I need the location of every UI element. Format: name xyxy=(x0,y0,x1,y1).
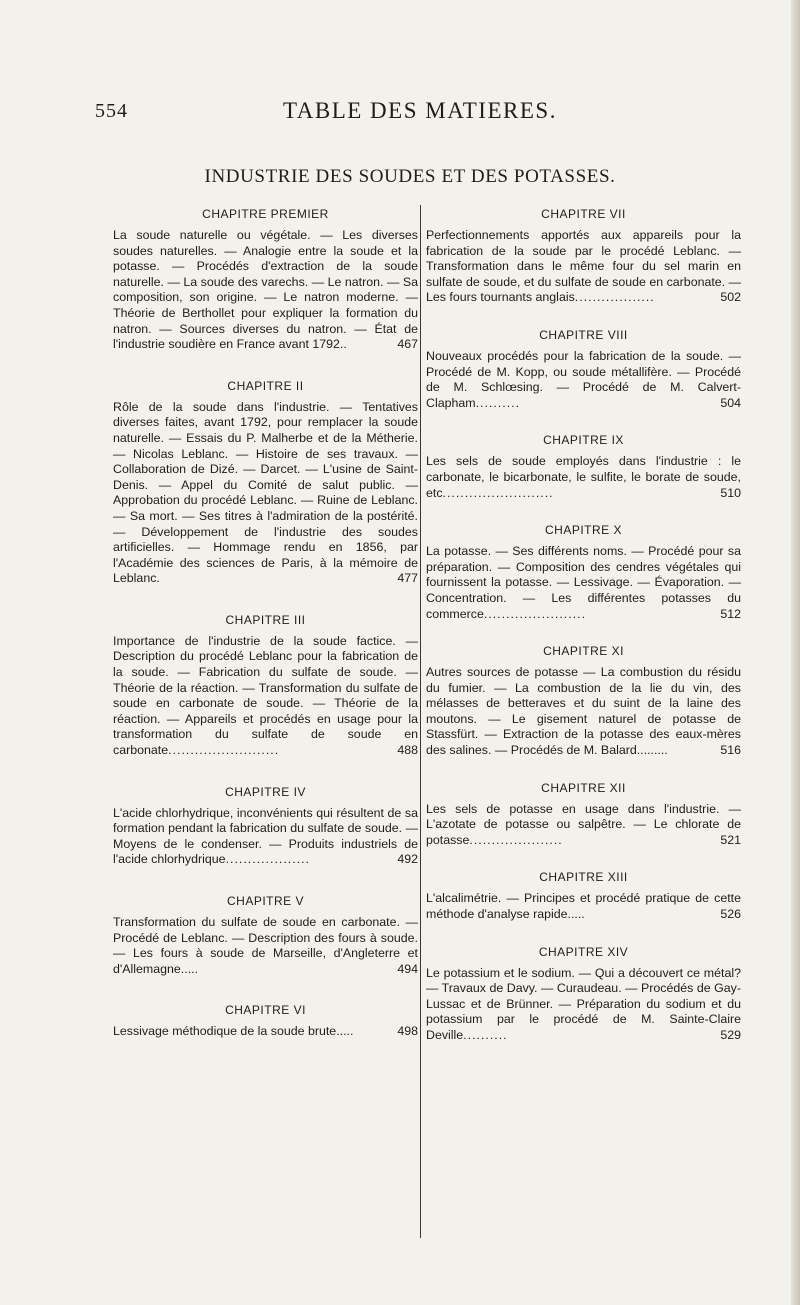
chapter-heading: CHAPITRE V xyxy=(226,894,304,908)
page-reference: 516 xyxy=(720,743,741,758)
chapter-summary: Nouveaux procédés pour la fabrication de la soude. — Procédé de M. Kopp, ou soude métallifère. — Procédé de M. Schlœsing. — Procédé de M. Calvert-Clapham.......... 504 xyxy=(426,348,741,410)
chapter-heading: CHAPITRE IV xyxy=(225,784,306,799)
chapter-summary-text: Nouveaux procédés pour la fabrication de la soude. — Procédé de M. Kopp, ou soude métallifère. — Procédé de M. Schlœsing. — Procédé de M. Calvert-Clapham xyxy=(426,348,741,410)
chapter-summary xyxy=(113,1024,418,1040)
chapter-summary xyxy=(426,891,741,922)
chapter-heading: CHAPITRE VIII xyxy=(539,327,628,342)
chapter-summary-text: Les sels de soude employés dans l'industrie : le carbonate, le bicarbonate, le sulfite, le borate de soude, etc xyxy=(426,454,741,500)
chapter-summary-text: Rôle de la soude dans l'industrie. — Tentatives diverses faites, avant 1792, pour remplacer la soude naturelle. — Essais du P. Malherbe et de la Métherie. — Nicolas Leblanc. — Histoire de ses travaux. — Collaboration de Dizé. — Darcet. — L'usine de Saint-Denis. — Appel du Comité de salut public. — Approbation du procédé Leblanc. — Ruine de Leblanc. — Sa mort. — Ses titres à l'admiration de la postérité. — Développement de l'industrie des soudes artificielles. — Hommage rendu en 1856, par l'Académie des sciences de Paris, à la mémoire de Leblanc. xyxy=(113,399,418,586)
chapter-summary: Importance de l'industrie de la soude factice. — Description du procédé Leblanc pour la fabrication de la soude. — Fabrication du sulfate de soude. — Théorie de la réaction. — Transformation du sulfate de soude en carbonate de soude. — Théorie de la réaction. — Appareils et procédés en usage pour la transformation du sulfate de soude en carbonate......................... 488 xyxy=(113,633,418,758)
chapter-summary: L'acide chlorhydrique, inconvénients qui résultent de sa formation pendant la fabrication du sulfate de soude. — Moyens de le condenser. — Produits industriels de l'acide chlorhydrique................... 492 xyxy=(113,805,418,867)
page-reference: 529 xyxy=(720,1028,741,1042)
page-reference: 510 xyxy=(720,485,741,500)
chapter-summary-text: L'acide chlorhydrique, inconvénients qui résultent de sa formation pendant la fabrication du sulfate de soude. — Moyens de le condenser. — Produits industriels de l'acide chlorhydrique xyxy=(113,805,418,867)
chapter-entry xyxy=(113,785,418,868)
page-reference: 488 xyxy=(397,743,418,758)
chapter-summary: Perfectionnements apportés aux appareils pour la fabrication de la soude par le procédé Leblanc. — Transformation dans le même four du sel marin en sulfate de soude, et du sulfate de soude en carbonate. — Les fours tournants anglais.................. 502 xyxy=(426,228,741,305)
chapter-entry xyxy=(426,870,741,922)
chapter-summary xyxy=(426,665,741,759)
chapter-heading: CHAPITRE II xyxy=(227,378,304,393)
chapter-entry xyxy=(113,1003,418,1040)
chapter-heading: CHAPITRE XIV xyxy=(538,944,629,959)
page-number: 554 xyxy=(95,100,128,122)
chapter-entry xyxy=(426,945,741,1044)
chapter-summary-text: Lessivage méthodique de la soude brute..... xyxy=(113,1024,354,1039)
page-reference: 521 xyxy=(720,832,741,847)
chapter-entry xyxy=(426,523,741,622)
chapter-heading: CHAPITRE XII xyxy=(541,780,626,795)
chapter-summary xyxy=(113,915,418,977)
chapter-summary: La potasse. — Ses différents noms. — Procédé pour sa préparation. — Composition des cendres végétales qui fournissent la potasse. — Lessivage. — Évaporation. — Concentration. — Les différentes potasses du commerce....................... 512 xyxy=(426,544,741,621)
chapter-summary-text: La soude naturelle ou végétale. — Les diverses soudes naturelles. — Analogie entre la soude et la potasse. — Procédés d'extraction de la soude naturelle. — La soude des varechs. — Le natron. — Sa composition, son origine. — Le natron moderne. — Théorie de Berthollet pour expliquer la formation du natron. — Sources diverses du natron. — État de l'industrie soudière en France avant 1792.. xyxy=(113,228,418,352)
chapter-entry xyxy=(113,207,418,353)
chapter-summary-text: Transformation du sulfate de soude en carbonate. — Procédé de Leblanc. — Description des fours à soude. — Les fours à soude de Marseille, d'Angleterre et d'Allemagne..... xyxy=(113,915,418,976)
chapter-summary-text: Autres sources de potasse — La combustion du résidu du fumier. — La combustion de la lie du vin, des mélasses de betteraves et du suint de la laine des moutons. — Le gisement naturel de potasse de Stassfürt. — Extraction de la potasse des eaux-mères des salines. — Procédés de M. Balard......... xyxy=(426,665,741,758)
chapter-summary: Les sels de soude employés dans l'industrie : le carbonate, le bicarbonate, le sulfite, le borate de soude, etc......................... 510 xyxy=(426,454,741,500)
page-reference: 467 xyxy=(397,337,418,352)
chapter-entry xyxy=(426,433,741,501)
chapter-heading: CHAPITRE PREMIER xyxy=(202,207,329,221)
page-reference: 526 xyxy=(720,907,741,922)
chapter-entry xyxy=(113,613,418,759)
chapter-summary xyxy=(113,228,418,353)
chapter-entry xyxy=(426,781,741,849)
chapter-summary-text: Perfectionnements apportés aux appareils pour la fabrication de la soude par le procédé Leblanc. — Transformation dans le même four du sel marin en sulfate de soude, et du sulfate de soude en carbonate. — Les fours tournants anglais xyxy=(426,228,741,305)
chapter-summary-text: Les sels de potasse en usage dans l'industrie. — L'azotate de potasse ou salpêtre. — Le chlorate de potasse xyxy=(426,801,741,847)
chapter-heading: CHAPITRE X xyxy=(544,523,622,538)
chapter-summary-text: L'alcalimétrie. — Principes et procédé pratique de cette méthode d'analyse rapide..... xyxy=(426,891,741,922)
column-divider xyxy=(420,205,421,1238)
chapter-summary: Le potassium et le sodium. — Qui a découvert ce métal? — Travaux de Davy. — Curaudeau. — Procédés de Gay-Lussac et de Brünner. — Préparation du sodium et du potassium par le procédé de M. Sainte-Claire Deville.......... 529 xyxy=(426,965,741,1042)
running-title: TABLE DES MATIERES. xyxy=(283,98,557,123)
chapter-entry xyxy=(113,894,418,977)
page-reference: 498 xyxy=(397,1024,418,1039)
left-column xyxy=(113,207,418,1040)
chapter-heading: CHAPITRE IX xyxy=(543,433,624,448)
chapter-summary: Les sels de potasse en usage dans l'industrie. — L'azotate de potasse ou salpêtre. — Le chlorate de potasse..................... 521 xyxy=(426,801,741,847)
section-title: INDUSTRIE DES SOUDES ET DES POTASSES. xyxy=(204,166,616,187)
chapter-entry xyxy=(426,644,741,759)
running-head xyxy=(95,0,745,125)
chapter-heading: CHAPITRE XIII xyxy=(539,870,628,885)
chapter-entry xyxy=(426,328,741,411)
chapter-summary-text: Importance de l'industrie de la soude factice. — Description du procédé Leblanc pour la fabrication de la soude. — Fabrication du sulfate de soude. — Théorie de la réaction. — Transformation du sulfate de soude en carbonate de soude. — Théorie de la réaction. — Appareils et procédés en usage pour la transformation du sulfate de soude en carbonate xyxy=(113,633,418,758)
chapter-summary-text: La potasse. — Ses différents noms. — Procédé pour sa préparation. — Composition des cendres végétales qui fournissent la potasse. — Lessivage. — Évaporation. — Concentration. — Les différentes potasses du commerce xyxy=(426,544,741,621)
chapter-heading: CHAPITRE VII xyxy=(541,207,626,221)
chapter-heading: CHAPITRE VI xyxy=(225,1003,306,1018)
right-column xyxy=(426,207,741,1044)
page-reference: 492 xyxy=(397,852,418,867)
chapter-entry xyxy=(426,207,741,306)
chapter-heading: CHAPITRE XI xyxy=(543,644,624,659)
page-reference: 494 xyxy=(397,961,418,976)
page-reference: 512 xyxy=(720,606,741,621)
chapter-summary xyxy=(113,400,418,587)
page-reference: 477 xyxy=(397,571,418,586)
chapter-heading: CHAPITRE III xyxy=(225,612,306,627)
page-edge xyxy=(791,0,800,1305)
page-reference: 502 xyxy=(720,290,741,305)
page-reference: 504 xyxy=(720,395,741,410)
chapter-summary-text: Le potassium et le sodium. — Qui a découvert ce métal? — Travaux de Davy. — Curaudeau. — Procédés de Gay-Lussac et de Brünner. — Préparation du sodium et du potassium par le procédé de M. Sainte-Claire Deville xyxy=(426,965,741,1042)
chapter-entry xyxy=(113,379,418,587)
